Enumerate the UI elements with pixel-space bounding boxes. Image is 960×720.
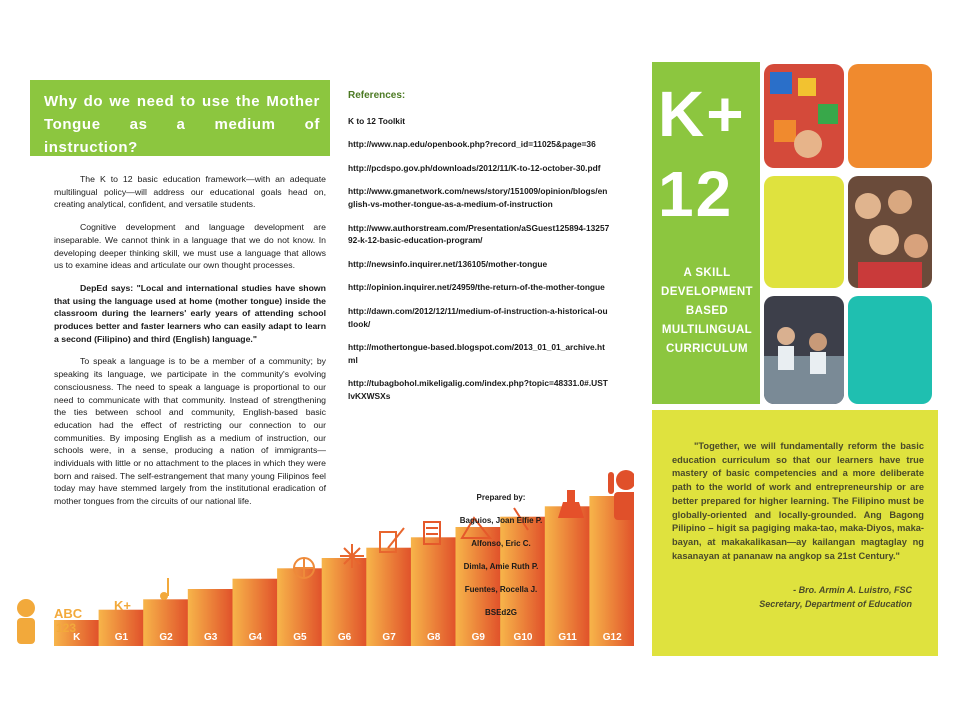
- secretary-quote-box: [652, 410, 938, 656]
- k12-title-box: [652, 62, 760, 404]
- subtitle-line: A SKILL: [683, 267, 731, 279]
- teal-accent-tile: [848, 296, 932, 404]
- subtitle-line: MULTILINGUAL: [661, 324, 753, 336]
- grade-label: G7: [382, 632, 396, 643]
- author-name: Fuentes, Rocella J.: [464, 585, 538, 594]
- globe-icon: [294, 558, 314, 578]
- quote-author-title: Secretary, Department of Education: [759, 599, 912, 610]
- paragraph-framework: The K to 12 basic education framework—with an adequate multilingual policy—will address our educational goals head on, creating analytical, confident, and versatile students.: [54, 174, 326, 210]
- svg-text:123: 123: [56, 621, 77, 635]
- subtitle-line: CURRICULUM: [666, 343, 748, 355]
- svg-text:ABC: ABC: [54, 606, 83, 621]
- grade-label: G4: [248, 632, 262, 643]
- page-title: Why do we need to use the Mother Tongue as a medium of instruction?: [44, 93, 320, 156]
- music-note-icon: [160, 578, 169, 600]
- reference-item: K to 12 Toolkit: [348, 115, 406, 126]
- grade-label: G6: [337, 632, 352, 643]
- grade-label: G12: [602, 632, 622, 643]
- author-name: Baguios, Joan Elfie P.: [459, 516, 543, 525]
- article-body: [54, 173, 326, 518]
- quote-author: - Bro. Armin A. Luistro, FSC: [793, 585, 912, 596]
- grade-label: G8: [427, 632, 441, 643]
- grade-label: G11: [558, 632, 577, 643]
- reference-item[interactable]: http://newsinfo.inquirer.net/136105/mother-tongue: [348, 258, 548, 269]
- grade-label: G9: [471, 632, 485, 643]
- paragraph-deped-quote: DepEd says: "Local and international studies have shown that using the language used at home (mother tongue) inside the classroom during the learners' early years of attending school produces better and faster learners who can easily adapt to learn a second (Filipino) and third (English) language.": [54, 282, 326, 344]
- references-section: [348, 90, 610, 414]
- grade-label: G5: [293, 632, 307, 643]
- reference-item[interactable]: http://opinion.inquirer.net/24959/the-return-of-the-mother-tongue: [348, 282, 605, 293]
- subtitle-line: BASED: [685, 305, 729, 317]
- photo-children-tile: [848, 176, 932, 288]
- prepared-by-label: Prepared by:: [476, 493, 526, 502]
- grade-label: G10: [513, 632, 533, 643]
- paragraph-community: To speak a language is to be a member of a community; by speaking its language, we participate in the community's evolving consciousness. The need to speak a language is proportional to our need to communicate with that community. Instead of strengthening the ties between school and community, English-based basic education had the effect of restricting our connection to our communities. By imposing English as a medium of instruction, our schools were, in a sense, producing a nation of immigrants—individuals with little or no attachment to the places in which they were born and raised. The self-estrangement that many young Filipinos feel today may have stemmed largely from the institutional eradication of mother tongues from the circuits of our national life.: [54, 356, 326, 507]
- photo-letters-tile: [764, 64, 844, 168]
- secretary-quote: "Together, we will fundamentally reform the basic education curriculum so that our learners have true mastery of basic competencies and a more deliberate path to the world of work and entrepreneurship or are better prepared for higher learning. The Filipino must be globally-oriented and locally-grounded. Ang Bagong Pilipino – higit sa pagiging maka-tao, maka-Diyos, maka-bayan, at makakalikasan—ay kailangan magtaglay ng kasanayan at pananaw na angkop sa 21st Century.": [672, 441, 924, 561]
- k12-logo-text: K+ 12: [658, 78, 746, 230]
- author-name: Alfonso, Eric C.: [471, 539, 531, 548]
- grade-label: G3: [204, 632, 218, 643]
- orange-accent-tile: [848, 64, 932, 168]
- grade-label: G1: [114, 632, 129, 643]
- photo-classroom-tile: [764, 296, 844, 404]
- grade-label: K: [73, 632, 81, 643]
- authors-list: [436, 515, 566, 619]
- reference-item[interactable]: http://dawn.com/2012/12/11/medium-of-instruction-a-historical-outlook/: [348, 305, 608, 329]
- references-heading: References:: [348, 90, 406, 101]
- svg-text:K+: K+: [114, 598, 131, 613]
- reference-item[interactable]: http://tubagbohol.mikeligalig.com/index.php?topic=48331.0#.USTlvKXWSXs: [348, 378, 608, 401]
- grade-label: G2: [159, 632, 173, 643]
- author-name: BSEd2G: [484, 608, 517, 617]
- paragraph-cognitive: Cognitive development and language development are inseparable. We cannot think in a language that we do not know. In developing deeper thinking skill, we must use a language that allows us to examine ideas and articulate our own thought processes.: [54, 222, 326, 271]
- title-banner: [30, 80, 330, 156]
- reference-item[interactable]: http://pcdspo.gov.ph/downloads/2012/11/K-to-12-october-30.pdf: [348, 162, 601, 173]
- reference-item[interactable]: http://www.authorstream.com/Presentation/aSGuest125894-1325792-k-12-basic-education-program/: [348, 222, 610, 246]
- author-name: Dimla, Amie Ruth P.: [463, 562, 539, 571]
- child-figure-icon: [17, 599, 35, 644]
- reference-item[interactable]: http://www.nap.edu/openbook.php?record_id=11025&page=36: [348, 139, 596, 150]
- reference-item[interactable]: http://mothertongue-based.blogspot.com/2013_01_01_archive.html: [348, 342, 605, 365]
- reference-item[interactable]: http://www.gmanetwork.com/news/story/151009/opinion/blogs/english-vs-mother-tongue-as-a-medium-of-instruction: [348, 186, 608, 209]
- quote-attribution: [672, 583, 924, 611]
- right-panel: [652, 60, 940, 658]
- curriculum-subtitle: [654, 264, 760, 359]
- references-list: [348, 115, 610, 403]
- subtitle-line: DEVELOPMENT: [661, 286, 753, 298]
- yellow-accent-tile: [764, 176, 844, 288]
- prepared-by-section: [436, 492, 566, 630]
